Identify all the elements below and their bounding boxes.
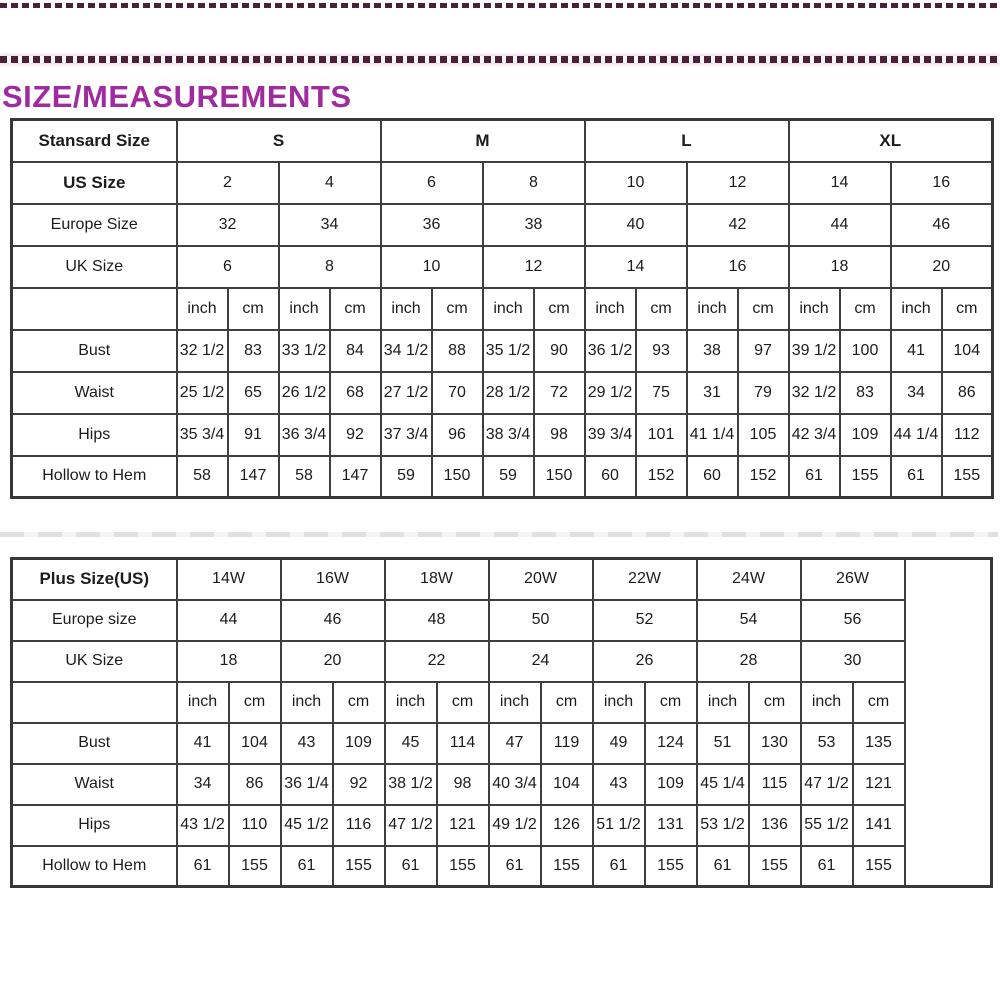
cell: 98	[534, 414, 585, 456]
cell: 2	[177, 162, 279, 204]
cell: 147	[330, 456, 381, 498]
cell: 33 1/2	[279, 330, 330, 372]
cell: 25 1/2	[177, 372, 228, 414]
dashed-divider-top	[0, 3, 1000, 8]
cell: 42 3/4	[789, 414, 840, 456]
cell: 93	[636, 330, 687, 372]
cell: 155	[541, 846, 593, 887]
cell: 8	[279, 246, 381, 288]
cell: 35 3/4	[177, 414, 228, 456]
cell: 97	[738, 330, 789, 372]
cell: cm	[541, 682, 593, 723]
cell: cm	[330, 288, 381, 330]
cell: 112	[942, 414, 993, 456]
cell: 8	[483, 162, 585, 204]
cell: 45 1/2	[281, 805, 333, 846]
cell: 18	[789, 246, 891, 288]
cell: 48	[385, 600, 489, 641]
cell: 59	[483, 456, 534, 498]
cell: cm	[738, 288, 789, 330]
cell: 28 1/2	[483, 372, 534, 414]
cell: 43	[593, 764, 645, 805]
cell: 10	[585, 162, 687, 204]
cell: 36 1/4	[281, 764, 333, 805]
cell: 24W	[697, 559, 801, 600]
row-label: Europe size	[12, 600, 177, 641]
row-label: Hips	[12, 414, 177, 456]
cell: 30	[801, 641, 905, 682]
cell: 130	[749, 723, 801, 764]
cell: 41 1/4	[687, 414, 738, 456]
cell: 34 1/2	[381, 330, 432, 372]
cell: 96	[432, 414, 483, 456]
cell: inch	[281, 682, 333, 723]
cell: cm	[636, 288, 687, 330]
cell: 53	[801, 723, 853, 764]
cell: 119	[541, 723, 593, 764]
cell: 101	[636, 414, 687, 456]
cell: 38	[483, 204, 585, 246]
cell: 52	[593, 600, 697, 641]
cell: 6	[381, 162, 483, 204]
cell: 51 1/2	[593, 805, 645, 846]
cell: 98	[437, 764, 489, 805]
cell: 155	[942, 456, 993, 498]
cell: cm	[437, 682, 489, 723]
dashed-divider-main	[0, 56, 1000, 63]
cell: 20	[891, 246, 993, 288]
row-label	[12, 682, 177, 723]
plus-size-table	[10, 557, 993, 888]
cell: 22	[385, 641, 489, 682]
cell: 110	[229, 805, 281, 846]
cell: 61	[385, 846, 437, 887]
table-row	[12, 805, 992, 846]
cell: 49 1/2	[489, 805, 541, 846]
cell: 20W	[489, 559, 593, 600]
cell: 41	[177, 723, 229, 764]
cell: 70	[432, 372, 483, 414]
cell: 4	[279, 162, 381, 204]
empty-cell	[905, 559, 992, 887]
table-row	[12, 288, 993, 330]
cell: 131	[645, 805, 697, 846]
cell: cm	[645, 682, 697, 723]
row-label: Bust	[12, 723, 177, 764]
cell: inch	[279, 288, 330, 330]
cell: 40 3/4	[489, 764, 541, 805]
cell: 150	[432, 456, 483, 498]
cell: 59	[381, 456, 432, 498]
cell: 155	[645, 846, 697, 887]
table-row	[12, 641, 992, 682]
cell: 44	[177, 600, 281, 641]
cell: cm	[853, 682, 905, 723]
cell: 83	[228, 330, 279, 372]
cell: 104	[942, 330, 993, 372]
cell: 47 1/2	[385, 805, 437, 846]
cell: 14W	[177, 559, 281, 600]
table-row	[12, 723, 992, 764]
cell: 38	[687, 330, 738, 372]
table-row	[12, 120, 993, 162]
cell: inch	[593, 682, 645, 723]
cell: 105	[738, 414, 789, 456]
row-label: Plus Size(US)	[12, 559, 177, 600]
cell: 42	[687, 204, 789, 246]
table-row	[12, 204, 993, 246]
cell: 53 1/2	[697, 805, 749, 846]
cell: 16	[687, 246, 789, 288]
cell: 61	[593, 846, 645, 887]
cell: 35 1/2	[483, 330, 534, 372]
cell: 47	[489, 723, 541, 764]
cell: inch	[489, 682, 541, 723]
cell: 39 1/2	[789, 330, 840, 372]
cell: cm	[228, 288, 279, 330]
cell: 32 1/2	[789, 372, 840, 414]
cell: 46	[891, 204, 993, 246]
table-row	[12, 330, 993, 372]
table-row	[12, 414, 993, 456]
cell: 61	[489, 846, 541, 887]
cell: 104	[541, 764, 593, 805]
cell: cm	[942, 288, 993, 330]
cell: 34	[177, 764, 229, 805]
cell: 6	[177, 246, 279, 288]
cell: inch	[789, 288, 840, 330]
cell: 152	[636, 456, 687, 498]
cell: 43 1/2	[177, 805, 229, 846]
cell: 61	[801, 846, 853, 887]
cell: inch	[381, 288, 432, 330]
table-row	[12, 246, 993, 288]
cell: 29 1/2	[585, 372, 636, 414]
table-row	[12, 162, 993, 204]
cell: 18	[177, 641, 281, 682]
cell: 24	[489, 641, 593, 682]
cell: 39 3/4	[585, 414, 636, 456]
table-row	[12, 846, 992, 887]
cell: inch	[687, 288, 738, 330]
cell: 12	[483, 246, 585, 288]
cell: 155	[229, 846, 281, 887]
table-row	[12, 764, 992, 805]
cell: 152	[738, 456, 789, 498]
cell: 26	[593, 641, 697, 682]
cell: 22W	[593, 559, 697, 600]
cell: 18W	[385, 559, 489, 600]
cell: 65	[228, 372, 279, 414]
cell: 14	[585, 246, 687, 288]
row-label: Waist	[12, 372, 177, 414]
cell: cm	[534, 288, 585, 330]
cell: 60	[687, 456, 738, 498]
cell: 114	[437, 723, 489, 764]
cell: inch	[585, 288, 636, 330]
cell: 45	[385, 723, 437, 764]
row-label: Bust	[12, 330, 177, 372]
cell: 115	[749, 764, 801, 805]
cell: cm	[840, 288, 891, 330]
cell: 109	[840, 414, 891, 456]
cell: 32 1/2	[177, 330, 228, 372]
cell: 16W	[281, 559, 385, 600]
cell: 38 1/2	[385, 764, 437, 805]
cell: 46	[281, 600, 385, 641]
row-label: Hips	[12, 805, 177, 846]
row-label: Europe Size	[12, 204, 177, 246]
cell: 91	[228, 414, 279, 456]
cell: 100	[840, 330, 891, 372]
cell: 86	[942, 372, 993, 414]
cell: 26W	[801, 559, 905, 600]
standard-size-table	[10, 118, 994, 499]
row-label: Hollow to Hem	[12, 456, 177, 498]
cell: 92	[330, 414, 381, 456]
cell: 116	[333, 805, 385, 846]
cell: 47 1/2	[801, 764, 853, 805]
cell: 155	[333, 846, 385, 887]
cell: 147	[228, 456, 279, 498]
cell: 37 3/4	[381, 414, 432, 456]
page-title: SIZE/MEASUREMENTS	[2, 79, 352, 114]
cell: 27 1/2	[381, 372, 432, 414]
cell: cm	[333, 682, 385, 723]
cell: 88	[432, 330, 483, 372]
cell: 10	[381, 246, 483, 288]
cell: 61	[177, 846, 229, 887]
table-row	[12, 456, 993, 498]
cell: cm	[749, 682, 801, 723]
cell: 155	[853, 846, 905, 887]
cell: 26 1/2	[279, 372, 330, 414]
row-label	[12, 288, 177, 330]
cell: 92	[333, 764, 385, 805]
cell: 34	[891, 372, 942, 414]
size-group-header: XL	[789, 120, 993, 162]
row-label: UK Size	[12, 246, 177, 288]
cell: 124	[645, 723, 697, 764]
cell: 141	[853, 805, 905, 846]
cell: 83	[840, 372, 891, 414]
cell: inch	[697, 682, 749, 723]
cell: 61	[697, 846, 749, 887]
cell: 109	[333, 723, 385, 764]
row-label: UK Size	[12, 641, 177, 682]
cell: 155	[437, 846, 489, 887]
cell: 86	[229, 764, 281, 805]
cell: 72	[534, 372, 585, 414]
cell: 135	[853, 723, 905, 764]
cell: 36 1/2	[585, 330, 636, 372]
cell: 44 1/4	[891, 414, 942, 456]
cell: 155	[840, 456, 891, 498]
cell: 60	[585, 456, 636, 498]
cell: 32	[177, 204, 279, 246]
cell: 36	[381, 204, 483, 246]
size-group-header: L	[585, 120, 789, 162]
size-group-header: S	[177, 120, 381, 162]
cell: inch	[177, 682, 229, 723]
cell: 12	[687, 162, 789, 204]
cell: 61	[281, 846, 333, 887]
row-label: Stansard Size	[12, 120, 177, 162]
cell: inch	[177, 288, 228, 330]
table-row	[12, 559, 992, 600]
cell: 54	[697, 600, 801, 641]
cell: 43	[281, 723, 333, 764]
cell: 109	[645, 764, 697, 805]
cell: inch	[385, 682, 437, 723]
cell: 79	[738, 372, 789, 414]
row-label: Hollow to Hem	[12, 846, 177, 887]
cell: 90	[534, 330, 585, 372]
row-label: US Size	[12, 162, 177, 204]
cell: 55 1/2	[801, 805, 853, 846]
cell: 121	[437, 805, 489, 846]
cell: 155	[749, 846, 801, 887]
table-row	[12, 372, 993, 414]
cell: 61	[891, 456, 942, 498]
cell: inch	[483, 288, 534, 330]
row-label: Waist	[12, 764, 177, 805]
table-row	[12, 682, 992, 723]
cell: 45 1/4	[697, 764, 749, 805]
cell: inch	[891, 288, 942, 330]
cell: 28	[697, 641, 801, 682]
cell: 40	[585, 204, 687, 246]
cell: 34	[279, 204, 381, 246]
cell: 50	[489, 600, 593, 641]
table-row	[12, 600, 992, 641]
cell: 121	[853, 764, 905, 805]
cell: 150	[534, 456, 585, 498]
size-group-header: M	[381, 120, 585, 162]
cell: 38 3/4	[483, 414, 534, 456]
cell: 36 3/4	[279, 414, 330, 456]
cell: 61	[789, 456, 840, 498]
cell: 75	[636, 372, 687, 414]
cell: 136	[749, 805, 801, 846]
cell: cm	[432, 288, 483, 330]
faded-divider	[0, 532, 998, 537]
cell: 56	[801, 600, 905, 641]
cell: inch	[801, 682, 853, 723]
cell: 58	[177, 456, 228, 498]
cell: 31	[687, 372, 738, 414]
cell: 16	[891, 162, 993, 204]
cell: 14	[789, 162, 891, 204]
cell: 68	[330, 372, 381, 414]
cell: 126	[541, 805, 593, 846]
cell: cm	[229, 682, 281, 723]
cell: 49	[593, 723, 645, 764]
cell: 41	[891, 330, 942, 372]
cell: 20	[281, 641, 385, 682]
cell: 51	[697, 723, 749, 764]
cell: 58	[279, 456, 330, 498]
cell: 84	[330, 330, 381, 372]
cell: 44	[789, 204, 891, 246]
cell: 104	[229, 723, 281, 764]
